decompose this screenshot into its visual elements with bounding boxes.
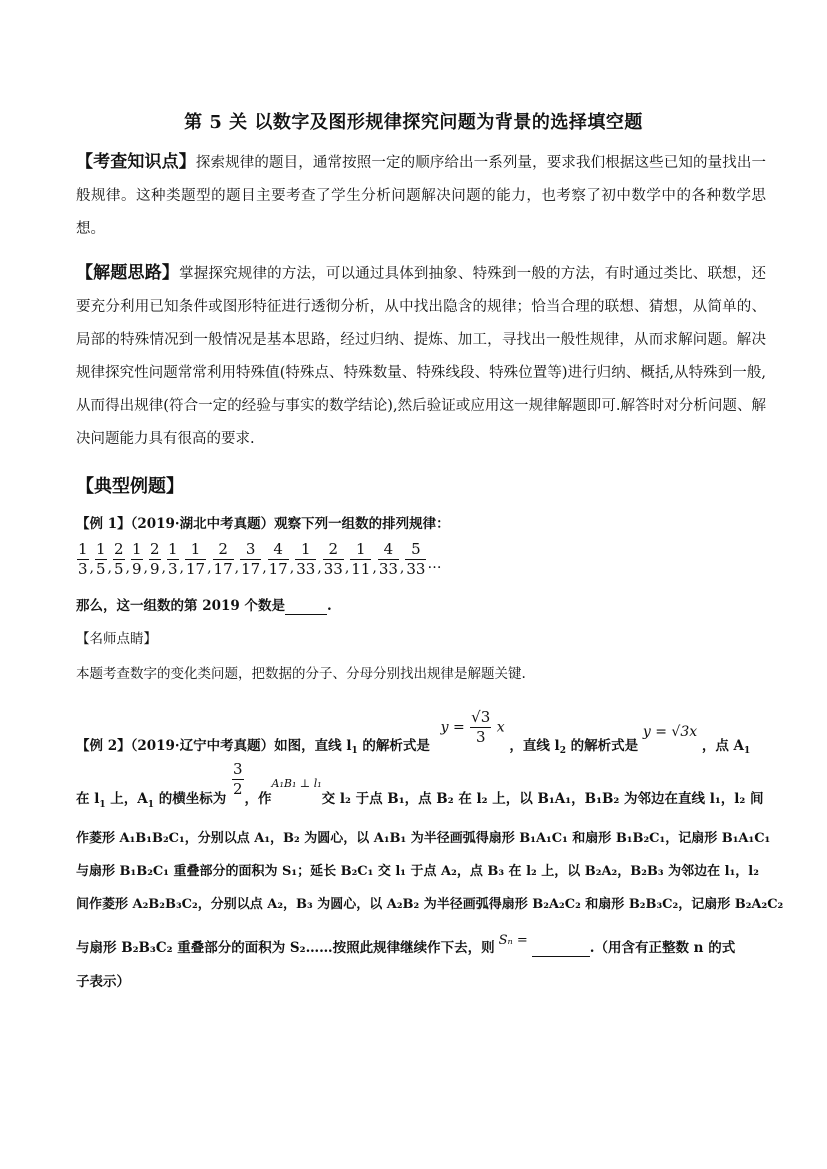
line6-a: 与扇形 B₂B₃C₂ 重叠部分的面积为 S₂……按照此规律继续作下去，则 bbox=[76, 940, 495, 956]
fraction-numerator: 1 bbox=[350, 540, 371, 560]
fraction-denominator: 17 bbox=[213, 560, 233, 578]
fraction-numerator: 1 bbox=[168, 540, 178, 558]
eq1-den: 3 bbox=[475, 728, 486, 746]
fraction-numerator: 1 bbox=[295, 540, 316, 560]
eq1-num: √3 bbox=[471, 708, 491, 726]
example2-line3: 作菱形 A₁B₁B₂C₁，分别以点 A₁，B₂ 为圆心，以 A₁B₁ 为半径画弧得扇形 B₁A₁C₁ 和扇形 B₁B₂C₁，记扇形 B₁A₁C₁ bbox=[76, 831, 771, 846]
fraction-numerator: 2 bbox=[323, 540, 344, 560]
example2-line1-end: 的解析式是 bbox=[565, 737, 639, 754]
sequence-fraction bbox=[149, 540, 161, 579]
fraction-denominator: 33 bbox=[378, 560, 398, 578]
comma-separator: , bbox=[372, 559, 377, 576]
example2-line2 bbox=[76, 760, 764, 810]
abscissa-num: 3 bbox=[232, 760, 243, 778]
fraction-numerator: 1 bbox=[132, 540, 142, 558]
sequence-fraction bbox=[213, 540, 234, 579]
comma-separator: , bbox=[317, 559, 322, 576]
example2-line1-mid: 的解析式是 bbox=[357, 737, 430, 754]
knowledge-label: 【考查知识点】 bbox=[76, 152, 196, 172]
sub-2: 2 bbox=[559, 746, 566, 757]
fraction-numerator: 1 bbox=[96, 540, 106, 558]
fraction-numerator: 2 bbox=[213, 540, 234, 560]
sequence-fraction bbox=[295, 540, 316, 579]
example1-question-prefix: 那么，这一组数的第 2019 个数是 bbox=[76, 598, 285, 614]
tip-label: 【名师点睛】 bbox=[76, 631, 157, 647]
fraction-denominator: 9 bbox=[150, 560, 160, 578]
fraction-numerator: 1 bbox=[78, 540, 88, 558]
example1-question-suffix: . bbox=[326, 598, 332, 614]
sub-1d: 1 bbox=[147, 799, 155, 810]
sub-1b: 1 bbox=[744, 746, 751, 757]
sequence-ellipsis: … bbox=[427, 555, 442, 572]
fraction-denominator: 5 bbox=[96, 560, 106, 578]
fraction-denominator: 9 bbox=[132, 560, 142, 578]
comma-separator: , bbox=[289, 559, 295, 576]
comma-separator: , bbox=[179, 559, 184, 576]
example1-question bbox=[76, 594, 332, 615]
fraction-denominator: 5 bbox=[114, 560, 124, 578]
example2-line5: 间作菱形 A₂B₂B₃C₂，分别以点 A₂，B₃ 为圆心，以 A₂B₂ 为半径画弧得扇形 B₂A₂C₂ 和扇形 B₂B₃C₂，记扇形 B₂A₂C₂ bbox=[76, 897, 784, 912]
fraction-denominator: 17 bbox=[268, 560, 288, 578]
fraction-denominator: 17 bbox=[241, 560, 261, 578]
example2-line6 bbox=[76, 928, 735, 962]
fraction-numerator: 4 bbox=[378, 540, 399, 560]
example2-line1-after: ，直线 l bbox=[509, 737, 560, 754]
page-title: 第 5 关 以数字及图形规律探究问题为背景的选择填空题 bbox=[184, 112, 643, 133]
comma-separator: , bbox=[143, 559, 148, 576]
example2-line4: 与扇形 B₁B₂C₁ 重叠部分的面积为 S₁；延长 B₂C₁ 交 l₁ 于点 A₂，点 B₃ 在 l₂ 上，以 B₂A₂，B₂B₃ 为邻边在 l₁，l₂ bbox=[76, 864, 759, 879]
eq1-x: x bbox=[496, 719, 505, 736]
sequence-fraction bbox=[167, 540, 179, 579]
abscissa-fraction bbox=[232, 760, 244, 799]
line2-a: 在 l bbox=[76, 791, 100, 807]
tip-text: 本题考查数字的变化类问题，把数据的分子、分母分别找出规律是解题关键. bbox=[76, 666, 526, 682]
sequence-fraction bbox=[323, 540, 344, 579]
fraction-numerator: 3 bbox=[240, 540, 261, 560]
line2-e: 交 l₂ 于点 B₁，点 B₂ 在 l₂ 上，以 B₁A₁，B₁B₂ 为邻边在直线 l₁，l₂ 间 bbox=[321, 791, 764, 807]
line2-c: 的横坐标为 bbox=[154, 791, 227, 807]
comma-separator: , bbox=[344, 559, 350, 576]
sn-expression: Sₙ = bbox=[498, 933, 528, 948]
fraction-numerator: 1 bbox=[185, 540, 206, 560]
sequence-fraction bbox=[95, 540, 107, 579]
sequence-fraction bbox=[350, 540, 371, 579]
fraction-denominator: 3 bbox=[78, 560, 88, 578]
sequence-fraction bbox=[268, 540, 289, 579]
perp-expression: A₁B₁ ⊥ l₁ bbox=[271, 777, 322, 790]
knowledge-paragraph bbox=[76, 146, 766, 246]
fraction-denominator: 11 bbox=[351, 560, 371, 578]
sequence-fraction bbox=[240, 540, 261, 579]
sequence-fraction bbox=[77, 540, 89, 579]
fraction-denominator: 33 bbox=[406, 560, 426, 578]
point-text: ，点 A bbox=[701, 737, 745, 754]
abscissa-den: 2 bbox=[232, 780, 243, 798]
example1-intro: 【例 1】（2019·湖北中考真题）观察下列一组数的排列规律： bbox=[76, 516, 450, 532]
comma-separator: , bbox=[399, 559, 405, 576]
comma-separator: , bbox=[89, 559, 94, 576]
fraction-denominator: 17 bbox=[186, 560, 206, 578]
line6-b: .（用含有正整数 n 的式 bbox=[589, 940, 736, 956]
knowledge-text: 探索规律的题目，通常按照一定的顺序给出一系列量，要求我们根据这些已知的量找出一般规律。这种类题型的题目主要考查了学生分析问题解决问题的能力，也考察了初中数学中的各种数学思想。 bbox=[76, 155, 767, 237]
comma-separator: , bbox=[234, 559, 240, 576]
line2-b: 上，A bbox=[105, 791, 148, 807]
fraction-denominator: 33 bbox=[296, 560, 316, 578]
approach-text: 掌握探究规律的方法，可以通过具体到抽象、特殊到一般的方法，有时通过类比、联想，还要充分利用已知条件或图形特征进行透彻分析，从中找出隐含的规律；恰当合理的联想、猜想，从简单的、局部的特殊情况到一般情况是基本思路，经过归纳、提炼、加工，寻找出一般性规律，从而求解问题。解决规律探究性问题常常利用特殊值(特殊点、特殊数量、特殊线段、特殊位置等)进行归纳、概括,从特殊到一般,从而得出规律(符合一定的经验与事实的数学结论),然后验证或应用这一规律解题即可.解答时对分析问题、解决问题能力具有很高的要求. bbox=[76, 266, 767, 447]
fraction-numerator: 4 bbox=[268, 540, 289, 560]
sub-1c: 1 bbox=[99, 799, 106, 810]
sequence-fraction bbox=[185, 540, 206, 579]
approach-paragraph bbox=[76, 257, 766, 456]
examples-heading: 【典型例题】 bbox=[76, 476, 184, 497]
line2-d: ，作 bbox=[244, 791, 272, 807]
example2-line7: 子表示） bbox=[76, 974, 130, 990]
fraction-denominator: 33 bbox=[323, 560, 343, 578]
answer-blank bbox=[285, 598, 327, 615]
sequence-fraction bbox=[378, 540, 399, 579]
comma-separator: , bbox=[262, 559, 267, 576]
approach-label: 【解题思路】 bbox=[76, 263, 180, 283]
example2-line1 bbox=[76, 708, 751, 758]
sn-blank bbox=[532, 940, 590, 957]
sequence-fraction bbox=[113, 540, 125, 579]
comma-separator: , bbox=[125, 559, 130, 576]
comma-separator: , bbox=[107, 559, 112, 576]
fraction-numerator: 2 bbox=[114, 540, 124, 558]
sequence-fraction bbox=[131, 540, 143, 579]
fraction-numerator: 2 bbox=[150, 540, 160, 558]
equation-l1 bbox=[441, 708, 505, 747]
fraction-numerator: 5 bbox=[405, 540, 426, 560]
comma-separator: , bbox=[207, 559, 212, 576]
comma-separator: , bbox=[161, 559, 166, 576]
eq1-fraction bbox=[470, 708, 491, 747]
example2-intro: 【例 2】（2019·辽宁中考真题）如图，直线 l bbox=[76, 737, 352, 754]
sequence-fraction bbox=[405, 540, 426, 579]
eq1-y: y = bbox=[440, 719, 465, 736]
fraction-denominator: 3 bbox=[168, 560, 178, 578]
fraction-sequence bbox=[76, 540, 441, 579]
equation-l2: y = √3x bbox=[642, 723, 698, 740]
sub-1: 1 bbox=[351, 746, 358, 757]
